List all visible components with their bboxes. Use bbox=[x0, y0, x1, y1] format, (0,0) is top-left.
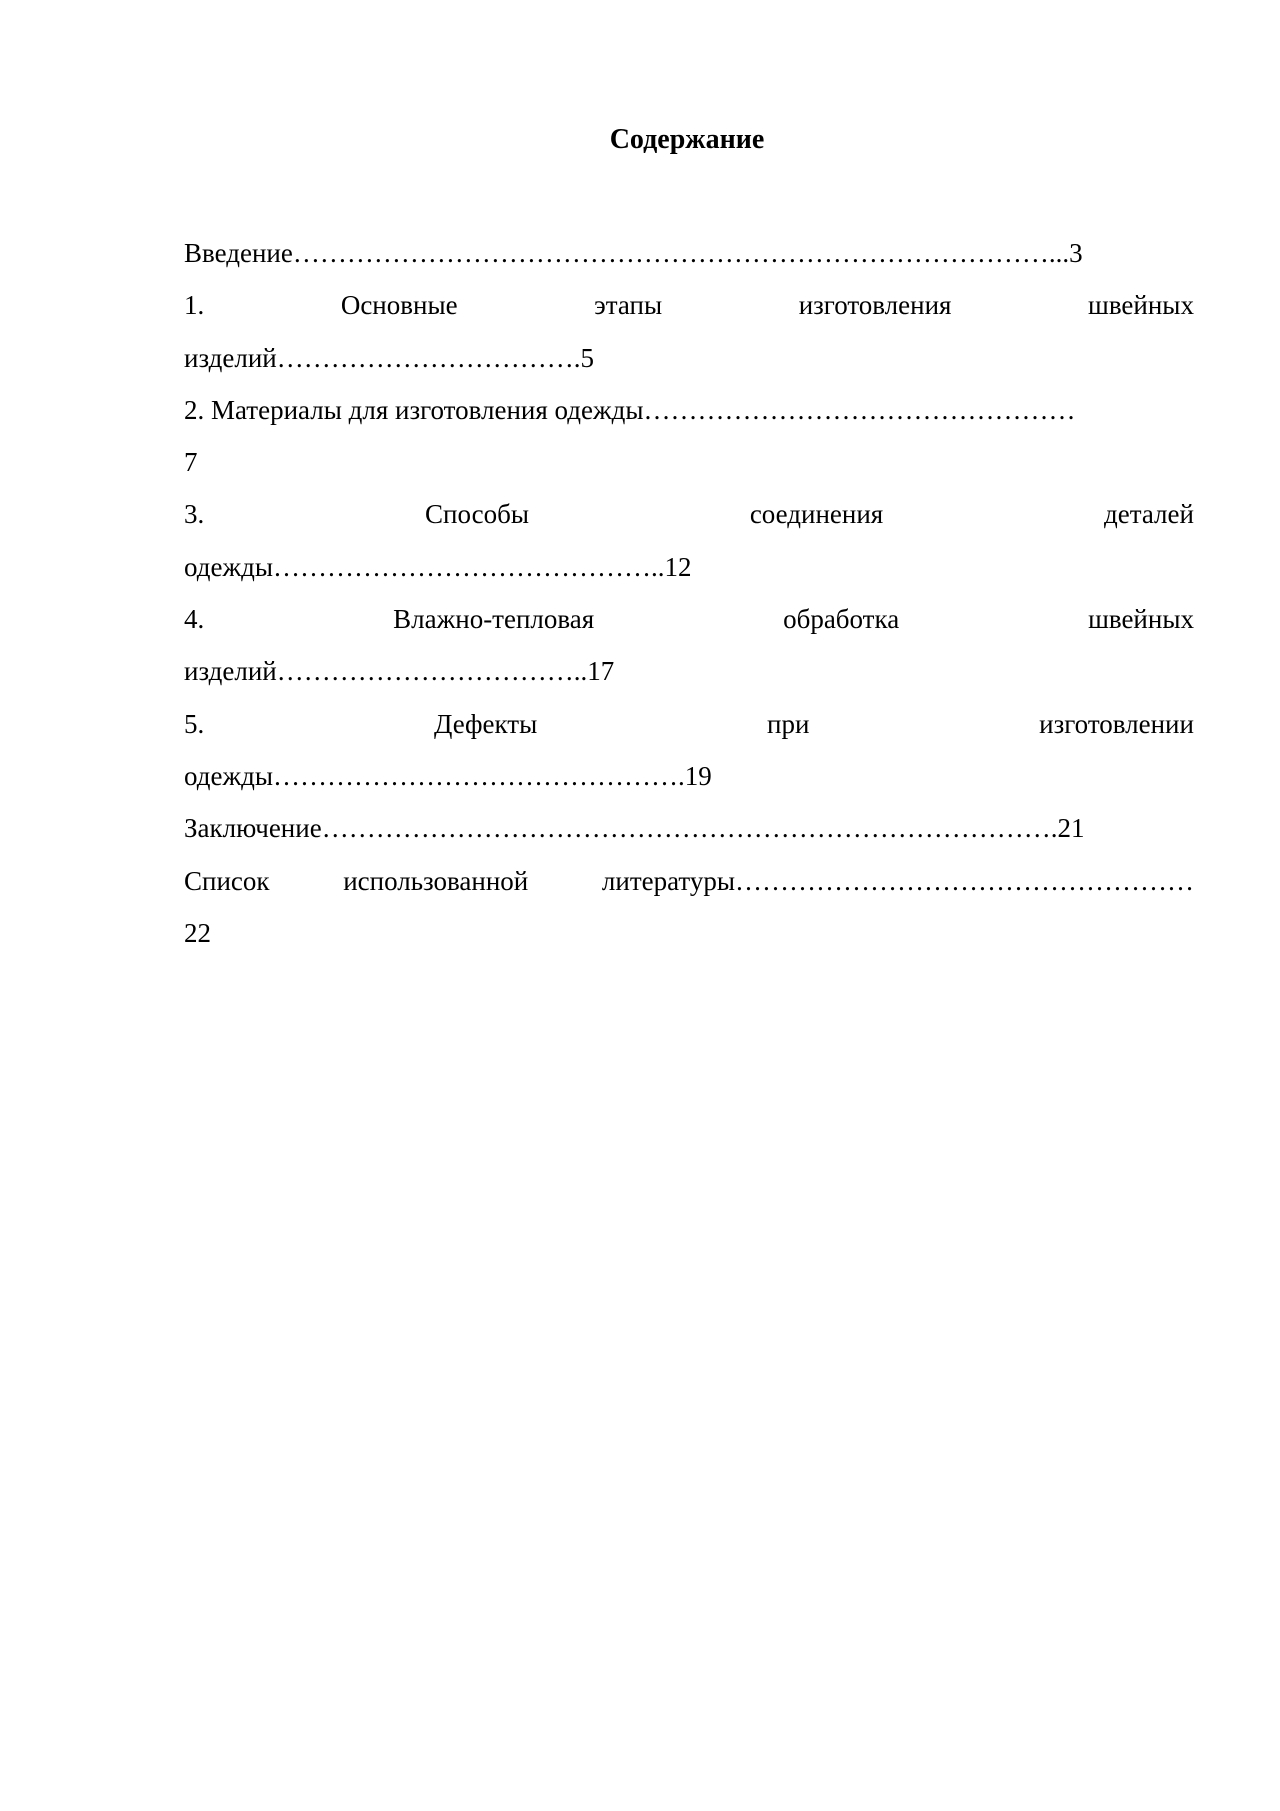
toc-entry-references bbox=[184, 855, 1194, 907]
toc-entry-2-page: 7 bbox=[184, 447, 198, 478]
toc-entry-1-word: изготовления bbox=[798, 290, 952, 321]
toc-entry-3-word: деталей bbox=[1103, 499, 1194, 530]
toc-entry-5-continuation: одежды……………………………………….19 bbox=[184, 760, 712, 791]
toc-entry-4-continuation: изделий……………………………..17 bbox=[184, 656, 615, 687]
toc-entry-3-continuation: одежды……………………………………..12 bbox=[184, 551, 692, 582]
toc-entry-4-word: швейных bbox=[1088, 604, 1194, 635]
toc-entry-conclusion: Заключение……………………………………………………………………….21 bbox=[184, 813, 1085, 844]
toc-entry-1-word: швейных bbox=[1088, 290, 1194, 321]
toc-entry-intro: Введение…………………………………………………………………………...3 bbox=[184, 238, 1083, 268]
toc-entry-5-word: Дефекты bbox=[434, 708, 538, 739]
toc-entry-2: 2. Материалы для изготовления одежды………………………………………… bbox=[184, 394, 1076, 425]
toc-entry-1-word: Основные bbox=[340, 290, 458, 321]
toc-entry-5-word: изготовлении bbox=[1039, 708, 1194, 739]
toc-entry-references-word: использованной bbox=[343, 865, 529, 896]
toc-entry-4-word: Влажно-тепловая bbox=[393, 604, 595, 635]
toc-entry-5-word: при bbox=[767, 708, 810, 739]
toc-entry-3-word: соединения bbox=[749, 499, 884, 530]
toc-entry-3-word: Способы bbox=[425, 499, 530, 530]
page-title: Содержание bbox=[609, 124, 765, 155]
toc-entry-3 bbox=[184, 488, 1194, 540]
table-of-contents bbox=[184, 227, 1194, 959]
toc-entry-1-word: этапы bbox=[594, 290, 663, 321]
toc-entry-4-word: 4. bbox=[184, 604, 205, 635]
toc-entry-4 bbox=[184, 593, 1194, 645]
toc-entry-4-word: обработка bbox=[783, 604, 900, 635]
toc-entry-1-word: 1. bbox=[184, 290, 205, 321]
toc-entry-references-word: литературы…………………………………………… bbox=[601, 865, 1194, 896]
toc-entry-1 bbox=[184, 279, 1194, 331]
toc-entry-5 bbox=[184, 698, 1194, 750]
toc-entry-5-word: 5. bbox=[184, 708, 205, 739]
toc-entry-3-word: 3. bbox=[184, 499, 205, 530]
toc-entry-references-page: 22 bbox=[184, 917, 211, 948]
toc-entry-1-continuation: изделий…………………………….5 bbox=[184, 342, 594, 373]
toc-entry-references-word: Список bbox=[184, 865, 270, 896]
